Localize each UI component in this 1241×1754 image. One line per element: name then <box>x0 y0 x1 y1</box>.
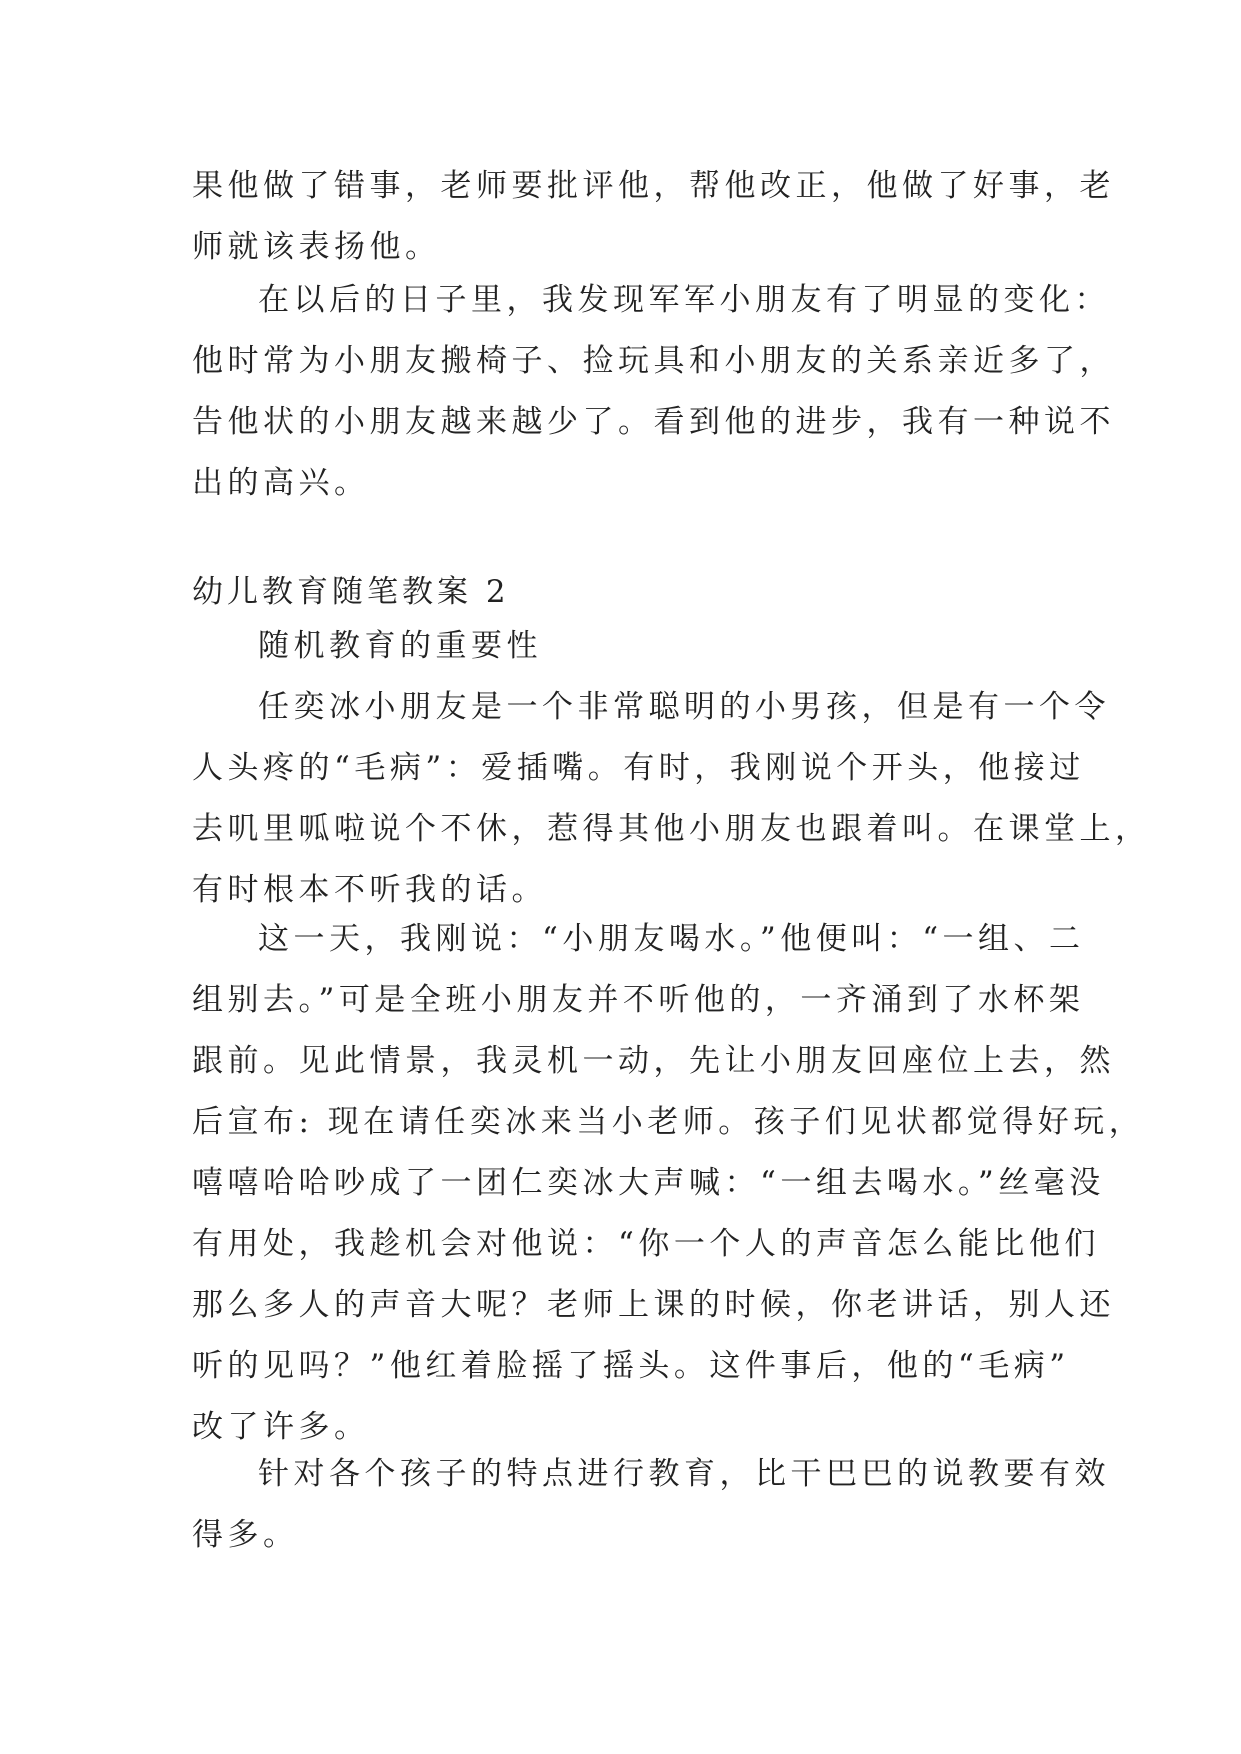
paragraph-line: 这一天，我刚说：“小朋友喝水。”他便叫：“一组、二 <box>258 921 1085 957</box>
paragraph-4 <box>192 909 1145 1458</box>
paragraph-1 <box>192 156 1115 278</box>
paragraph-line: 后宣布: 现在请任奕冰来当小老师。孩子们见状都觉得好玩， <box>192 1104 1145 1140</box>
paragraph-line: 有用处，我趁机会对他说：“你一个人的声音怎么能比他们 <box>192 1226 1100 1262</box>
paragraph-line: 告他状的小朋友越来越少了。看到他的进步，我有一种说不 <box>192 404 1115 440</box>
paragraph-line: 得多。 <box>192 1517 299 1553</box>
subtitle-block <box>192 616 1052 677</box>
paragraph-line: 出的高兴。 <box>192 465 370 501</box>
paragraph-5 <box>192 1444 1110 1566</box>
paragraph-line: 那么多人的声音大呢？老师上课的时候，你老讲话，别人还 <box>192 1287 1115 1323</box>
section-subtitle: 随机教育的重要性 <box>258 628 542 664</box>
paragraph-line: 改了许多。 <box>192 1409 370 1445</box>
paragraph-2 <box>192 270 1115 514</box>
paragraph-line: 组别去。”可是全班小朋友并不听他的，一齐涌到了水杯架 <box>192 982 1085 1018</box>
paragraph-line: 任奕冰小朋友是一个非常聪明的小男孩，但是有一个令 <box>258 689 1110 725</box>
paragraph-line: 去叽里呱啦说个不休，惹得其他小朋友也跟着叫。在课堂上， <box>192 811 1151 847</box>
paragraph-line: 针对各个孩子的特点进行教育，比干巴巴的说教要有效 <box>258 1456 1110 1492</box>
paragraph-line: 有时根本不听我的话。 <box>192 872 547 908</box>
paragraph-line: 在以后的日子里，我发现军军小朋友有了明显的变化： <box>258 282 1110 318</box>
paragraph-line: 听的见吗？”他红着脸摇了摇头。这件事后，他的“毛病” <box>192 1348 1070 1384</box>
paragraph-line: 师就该表扬他。 <box>192 229 441 265</box>
paragraph-line: 嘻嘻哈哈吵成了一团仁奕冰大声喊：“一组去喝水。”丝毫没 <box>192 1165 1105 1201</box>
paragraph-line: 人头疼的“毛病”：爱插嘴。有时，我刚说个开头，他接过 <box>192 750 1085 786</box>
paragraph-3 <box>192 677 1151 921</box>
paragraph-line: 果他做了错事，老师要批评他，帮他改正，他做了好事，老 <box>192 168 1115 204</box>
paragraph-line: 他时常为小朋友搬椅子、捡玩具和小朋友的关系亲近多了， <box>192 343 1115 379</box>
paragraph-line: 跟前。见此情景，我灵机一动，先让小朋友回座位上去，然 <box>192 1043 1115 1079</box>
section-heading: 幼儿教育随笔教案 2 <box>192 574 510 610</box>
